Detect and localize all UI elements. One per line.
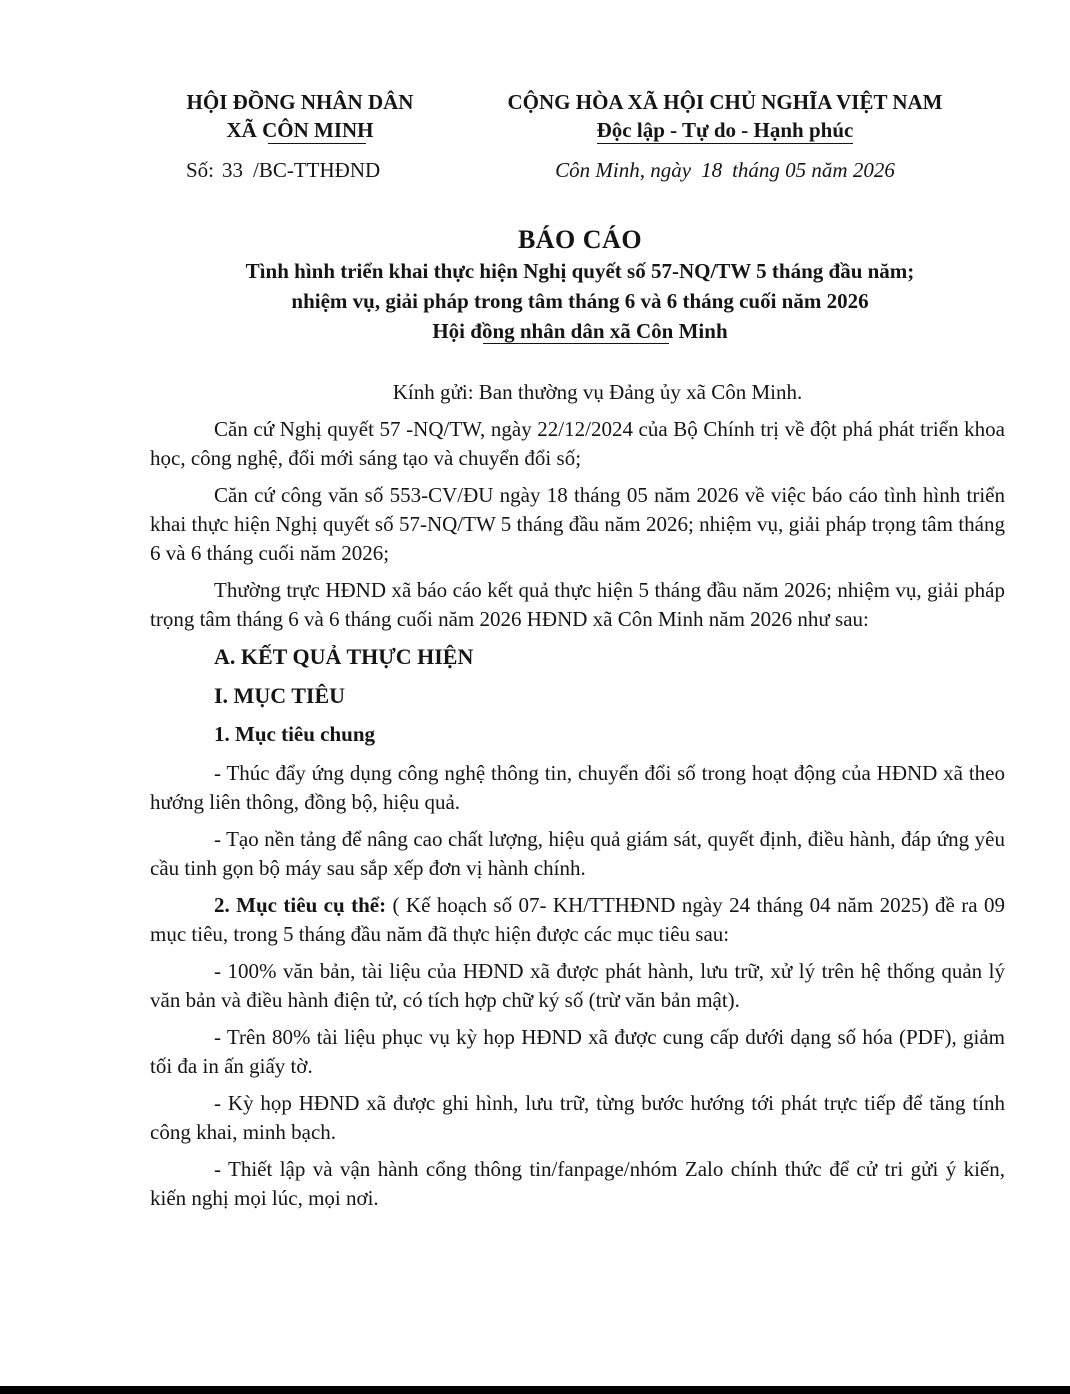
national-motto-block [470, 88, 980, 144]
specific-goal-2: - Trên 80% tài liệu phục vụ kỳ họp HĐND xã được cung cấp dưới dạng số hóa (PDF), giảm tối đa in ấn giấy tờ. [150, 1025, 1005, 1078]
intro-paragraph: Thường trực HĐND xã báo cáo kết quả thực hiện 5 tháng đầu năm 2026; nhiệm vụ, giải pháp trọng tâm tháng 6 và 6 tháng cuối năm 2026 HĐND xã Côn Minh năm 2026 như sau: [150, 578, 1005, 631]
national-motto: Độc lập - Tự do - Hạnh phúc [596, 118, 854, 142]
document-number-prefix: Số: [186, 158, 215, 182]
issuing-body-name: HỘI ĐỒNG NHÂN DÂN [186, 90, 414, 114]
nation-name: CỘNG HÒA XÃ HỘI CHỦ NGHĨA VIỆT NAM [507, 90, 943, 114]
issuing-body-block [150, 88, 450, 144]
report-body [150, 378, 1005, 1221]
section-2-text: ( Kế hoạch số 07- KH/TTHĐND ngày 24 tháng 04 năm 2025) đề ra 09 mục tiêu, trong 5 tháng đầu năm đã thực hiện được các mục tiêu sau: [150, 893, 1006, 946]
legal-basis-2: Căn cứ công văn số 553-CV/ĐU ngày 18 tháng 05 năm 2026 về việc báo cáo tình hình triển khai thực hiện Nghị quyết số 57-NQ/TW 5 tháng đầu năm 2026; nhiệm vụ, giải pháp trọng tâm tháng 6 và 6 tháng cuối năm 2026; [150, 483, 1005, 565]
document-number-value: 33 [222, 158, 244, 182]
bottom-edge-bar [0, 1386, 1070, 1394]
specific-goal-1: - 100% văn bản, tài liệu của HĐND xã được phát hành, lưu trữ, xử lý trên hệ thống quản lý văn bản và điều hành điện tử, có tích hợp chữ ký số (trừ văn bản mật). [150, 959, 1005, 1012]
report-title: BÁO CÁO [517, 225, 643, 254]
section-i-heading: I. MỤC TIÊU [214, 683, 346, 708]
place-date-suffix: tháng 05 năm 2026 [732, 158, 895, 182]
report-subtitle-line1: Tình hình triển khai thực hiện Nghị quyết số 57-NQ/TW 5 tháng đầu năm; [245, 259, 915, 283]
report-title-block [90, 224, 1070, 346]
section-a-heading: A. KẾT QUẢ THỰC HIỆN [214, 644, 474, 669]
specific-goal-3: - Kỳ họp HĐND xã được ghi hình, lưu trữ, từng bước hướng tới phát trực tiếp để tăng tính công khai, minh bạch. [150, 1091, 1005, 1144]
document-number-suffix: /BC-TTHĐND [253, 158, 381, 182]
issuing-body-commune: XÃ CÔN MINH [226, 118, 374, 142]
place-date-day: 18 [701, 158, 723, 182]
section-1-heading: 1. Mục tiêu chung [214, 722, 376, 746]
legal-basis-1: Căn cứ Nghị quyết 57 -NQ/TW, ngày 22/12/2024 của Bộ Chính trị về đột phá phát triển khoa học, công nghệ, đổi mới sáng tạo và chuyển đổi số; [150, 417, 1005, 470]
report-subtitle-line3: Hội đồng nhân dân xã Côn Minh [432, 316, 727, 346]
specific-goal-4: - Thiết lập và vận hành cổng thông tin/fanpage/nhóm Zalo chính thức để cử tri gửi ý kiến, kiến nghị mọi lúc, mọi nơi. [150, 1157, 1005, 1210]
document-number [186, 156, 380, 184]
section-2-paragraph [150, 891, 1005, 949]
place-date [470, 156, 980, 184]
general-goal-2: - Tạo nền tảng để nâng cao chất lượng, hiệu quả giám sát, quyết định, điều hành, đáp ứng yêu cầu tinh gọn bộ máy sau sắp xếp đơn vị hành chính. [150, 827, 1005, 880]
general-goal-1: - Thúc đẩy ứng dụng công nghệ thông tin, chuyển đổi số trong hoạt động của HĐND xã theo hướng liên thông, đồng bộ, hiệu quả. [150, 761, 1005, 814]
recipient-line: Kính gửi: Ban thường vụ Đảng ủy xã Côn Minh. [392, 380, 803, 404]
place-date-prefix: Côn Minh, ngày [555, 158, 692, 182]
report-subtitle-line2: nhiệm vụ, giải pháp trong tâm tháng 6 và 6 tháng cuối năm 2026 [291, 289, 869, 313]
section-2-label: 2. Mục tiêu cụ thể: [214, 893, 387, 917]
